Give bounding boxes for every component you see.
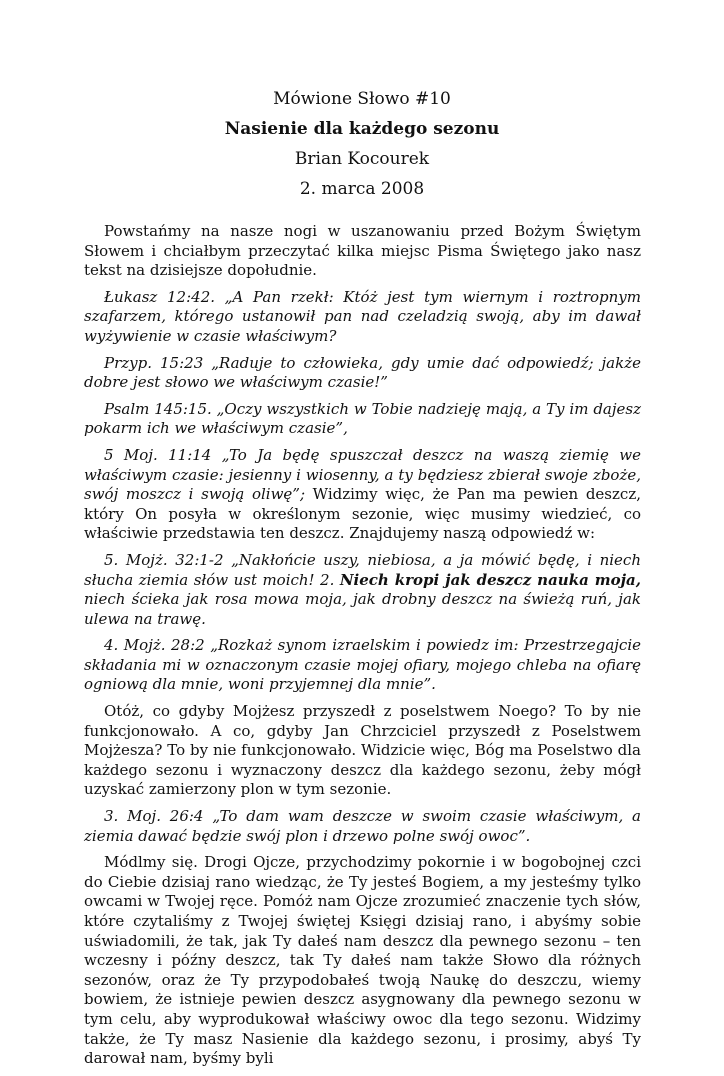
scripture-deuteronomy-32 xyxy=(84,551,641,629)
scripture-proverbs: Przyp. 15:23 „Raduje to człowieka, gdy umie dać odpowiedź; jakże dobre jest słowo we właściwym czasie!” xyxy=(84,353,641,392)
document-header xyxy=(0,84,724,204)
paragraph-intro: Powstańmy na nasze nogi w uszanowaniu przed Bożym Świętym Słowem i chciałbym przeczytać kilka miejsc Pisma Świętego jako nasz tekst na dzisiejsze dopołudnie. xyxy=(84,222,641,280)
scripture-luke: Łukasz 12:42. „A Pan rzekł: Któż jest tym wiernym i roztropnym szafarzem, którego ustanowił pan nad czeladzią swoją, aby im dawał wyżywienie w czasie właściwym? xyxy=(84,287,641,345)
scripture-deuteronomy-11: 5 Moj. 11:14 „To Ja będę spuszczał deszcz na waszą ziemię we właściwym czasie: jesienny i wiosenny, a ty będziesz zbierał swoje zboże, swój moszcz i swoją oliwę”; xyxy=(84,445,641,504)
sermon-title: Nasienie dla każdego sezonu xyxy=(224,119,500,139)
scripture-psalm: Psalm 145:15. „Oczy wszystkich w Tobie nadzieję mają, a Ty im dajesz pokarm ich we właściwym czasie”, xyxy=(84,399,641,438)
author-name: Brian Kocourek xyxy=(294,149,430,169)
sermon-date: 2. marca 2008 xyxy=(299,179,425,199)
paragraph-deuteronomy-11 xyxy=(84,446,641,544)
document-body xyxy=(84,222,641,1076)
scripture-part: niech ścieka jak rosa mowa moja, jak drobny deszcz na świeżą ruń, jak ulewa na trawę. xyxy=(84,590,641,628)
sermon-series-label: Mówione Słowo #10 xyxy=(273,89,451,109)
commentary-text: Widzimy więc, że Pan ma pewien deszcz, który On posyła w określonym sezonie, więc musimy wiedzieć, co właściwie przedstawia ten deszcz. Znajdujemy naszą odpowiedź w: xyxy=(84,485,641,543)
paragraph-message: Otóż, co gdyby Mojżesz przyszedł z poselstwem Noego? To by nie funkcjonowało. A co, gdyby Jan Chrzciciel przyszedł z Poselstwem Mojżesza? To by nie funkcjonowało. Widzicie więc, Bóg ma Poselstwo dla każdego sezonu i wyznaczony deszcz dla każdego sezonu, żeby mógł uzyskać zamierzony plon w tym sezonie. xyxy=(84,702,641,799)
scripture-leviticus: 3. Moj. 26:4 „To dam wam deszcze w swoim czasie właściwym, a ziemia dawać będzie swój plon i drzewo polne swój owoc”. xyxy=(84,807,641,845)
scripture-part: 5. Mojż. 32:1-2 „Nakłońcie uszy, niebiosa, a ja mówić będę, i niech słucha ziemia słów ust moich! 2. xyxy=(84,550,641,589)
scripture-numbers: 4. Mojż. 28:2 „Rozkaż synom izraelskim i powiedz im: Przestrzegajcie składania mi w oznaczonym czasie mojej ofiary, mojego chleba na ofiarę ogniową dla mnie, woni przyjemnej dla mnie”. xyxy=(84,636,641,694)
paragraph-prayer: Módlmy się. Drogi Ojcze, przychodzimy pokornie i w bogobojnej czci do Ciebie dzisiaj rano wiedząc, że Ty jesteś Bogiem, a my jesteśmy tylko owcami w Twojej ręce. Pomóż nam Ojcze zrozumieć znaczenie tych słów, które czytaliśmy z Twojej świętej Księgi dzisiaj rano, i abyśmy sobie uświadomili, że tak, jak Ty dałeś nam deszcz dla pewnego sezonu – ten wczesny i późny deszcz, tak Ty dałeś nam także Słowo dla różnych sezonów, oraz że Ty przypodobałeś twoją Naukę do deszczu, wiemy bowiem, że istnieje pewien deszcz asygnowany dla pewnego sezonu w tym celu, aby wyprodukował właściwy owoc dla tego sezonu. Widzimy także, że Ty masz Nasienie dla każdego sezonu, i prosimy, abyś Ty darował nam, byśmy byli xyxy=(84,853,641,1068)
scripture-emphasis: Niech kropi jak deszcz nauka moja, xyxy=(339,570,641,589)
